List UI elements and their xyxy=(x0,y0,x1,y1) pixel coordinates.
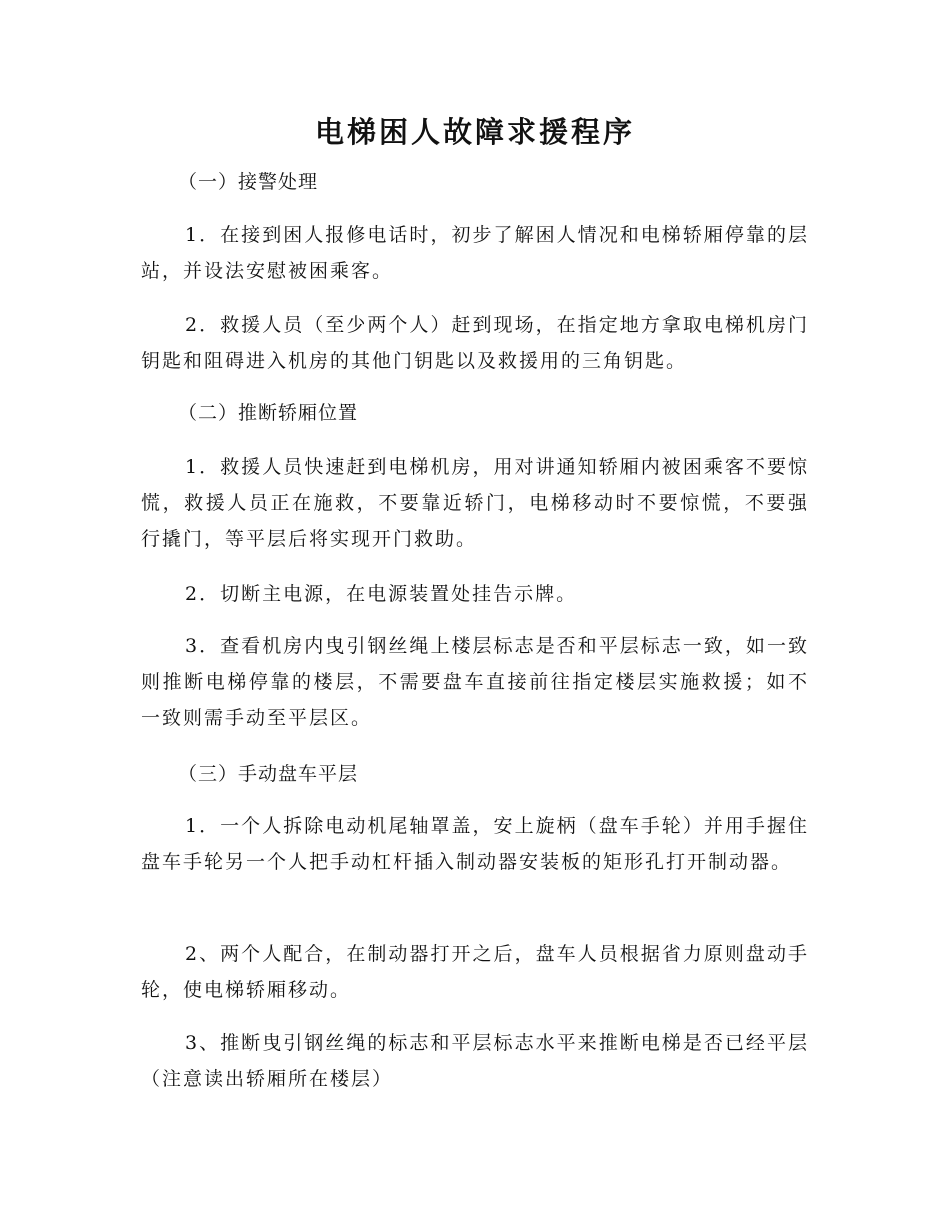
paragraph: 3．查看机房内曳引钢丝绳上楼层标志是否和平层标志一致，如一致则推断电梯停靠的楼层，不需要盘车直接前往指定楼层实施救援；如不一致则需手动至平层区。 xyxy=(141,635,809,729)
paragraph: 1．一个人拆除电动机尾轴罩盖，安上旋柄（盘车手轮）并用手握住盘车手轮另一个人把手动杠杆插入制动器安装板的矩形孔打开制动器。 xyxy=(141,815,809,873)
document-title: 电梯困人故障求援程序 xyxy=(314,115,635,149)
paragraph: 1．在接到困人报修电话时，初步了解困人情况和电梯轿厢停靠的层站，并设法安慰被困乘客。 xyxy=(141,224,809,282)
section-heading-2: （二）推断轿厢位置 xyxy=(178,402,359,424)
paragraph: 3、推断曳引钢丝绳的标志和平层标志水平来推断电梯是否已经平层（注意读出轿厢所在楼层） xyxy=(141,1032,809,1090)
paragraph: 2、两个人配合，在制动器打开之后，盘车人员根据省力原则盘动手轮，使电梯轿厢移动。 xyxy=(141,943,809,1001)
paragraph: 2．救援人员（至少两个人）赶到现场，在指定地方拿取电梯机房门钥匙和阻碍进入机房的其他门钥匙以及救援用的三角钥匙。 xyxy=(141,314,809,372)
paragraph: 2．切断主电源，在电源装置处挂告示牌。 xyxy=(185,583,578,605)
paragraph: 1．救援人员快速赶到电梯机房，用对讲通知轿厢内被困乘客不要惊慌，救援人员正在施救，不要靠近轿门，电梯移动时不要惊慌，不要强行撬门，等平层后将实现开门救助。 xyxy=(141,456,809,550)
section-heading-1: （一）接警处理 xyxy=(178,171,319,193)
section-heading-3: （三）手动盘车平层 xyxy=(178,763,359,785)
